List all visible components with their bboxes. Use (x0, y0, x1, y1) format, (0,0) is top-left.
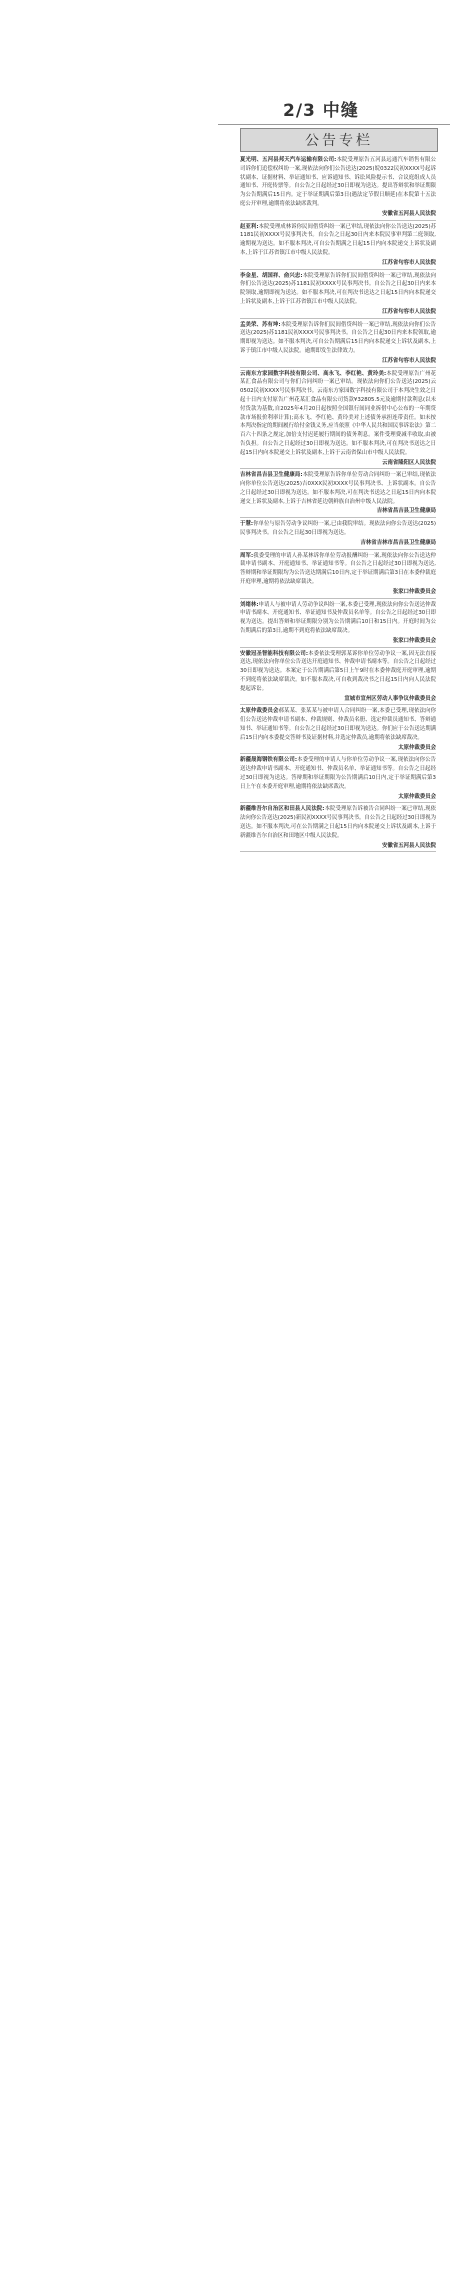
notice-divider (240, 802, 436, 803)
notice-signer: 太原仲裁委员会 (398, 793, 436, 800)
notice-text (240, 321, 436, 356)
notice-signer: 吉林省吉林市昌吉县卫生健康局 (360, 539, 436, 546)
notice-item (240, 805, 436, 852)
notice-text (240, 223, 436, 258)
notice-item (240, 601, 436, 648)
notice-body: 郝某某、张某某与被申请人合同纠纷一案,本委已受理,现依法向你们公告送达仲裁申请书副本、仲裁规则、仲裁员名册、选定仲裁员通知书、答辩通知书、举证通知书等。自公告之日起经过30日即视为送达。你们应于公告送达期满后15日内向本委提交答辩书及证据材料,并选定仲裁员,逾期将依法缺席裁决。 (240, 708, 436, 741)
column-banner: 公告专栏 (240, 128, 438, 152)
notice-divider (240, 851, 436, 852)
notice-addressee: 于慧: (240, 521, 254, 528)
notice-item (240, 370, 436, 470)
notice-signer: 吉林省昌吉县卫生健康局 (376, 508, 436, 515)
notice-addressee: 云南东方家园数字科技有限公司、高永飞、李红艳、黄玲美: (240, 370, 387, 377)
notice-item (240, 223, 436, 270)
notice-text (240, 707, 436, 742)
notice-signer: 宣城市宣州区劳动人事争议仲裁委员会 (344, 695, 436, 702)
notice-text (240, 471, 436, 506)
notice-text (240, 601, 436, 636)
notice-divider (240, 269, 436, 270)
notice-text (240, 156, 436, 209)
notice-divider (240, 318, 436, 319)
notice-addressee: 刘绪林: (240, 601, 259, 608)
notice-body: 本院受理原告广州花某汇食品有限公司与你们合同纠纷一案已审结。现依法向你们公告送达(2025)云0502民初XXXX号民事判决书。云南东方家园数字科技有限公司于本判决生效之日起十日内支付原告广州花某汇食品有限公司货款¥32805.5元及逾期付款利息(以未付货款为基数,自2025年4月20日起按照全国银行间同业拆借中心公布的一年期贷款市场报价利率计算);高永飞、李红艳、黄玲美对上述债务承担连带责任。如未按本判决指定的期间履行给付金钱义务,应当依照《中华人民共和国民事诉讼法》第二百六十四条之规定,加倍支付迟延履行期间的债务利息。案件受理费减半收取,由被告负担。自公告之日起经过30日即视为送达。如不服本判决,可在判决书送达之日起15日内向本院递交上诉状及副本,上诉于云南省保山市中级人民法院。 (240, 370, 436, 456)
notice-signer: 太原仲裁委员会 (398, 744, 436, 751)
notice-item (240, 756, 436, 803)
notice-divider (240, 220, 436, 221)
notice-signer: 安徽省五河县人民法院 (382, 210, 436, 217)
notice-divider (240, 647, 436, 648)
notice-divider (240, 468, 436, 469)
notice-signer: 张家口仲裁委员会 (392, 637, 436, 644)
notice-body: 你单位与原告劳动争议纠纷一案,已由我院审结。现依法向你公告送达(2025)民事判决书。自公告之日起30日即视为送达。 (240, 521, 437, 537)
notice-divider (240, 704, 436, 705)
notice-column (218, 128, 450, 2288)
notice-addressee: 周军: (240, 552, 254, 559)
notice-signer: 江苏省句容市人民法院 (382, 308, 436, 315)
notice-addressee: 夏光明、五河县邦天汽车运输有限公司: (240, 157, 337, 163)
notice-body: 本院受理原告诉你们民间借贷纠纷一案已审结,现依法向你们公告送达(2025)苏1181民初XXXX号民事判决书。自公告之日起30日内来本院领取,逾期即视为送达。如不服本判决,可自公告期满后15日内向本院递交上诉状及副本,上诉于镇江市中级人民法院。逾期即发生法律效力。 (240, 321, 436, 354)
notice-signer: 江苏省句容市人民法院 (382, 259, 436, 266)
notice-item (240, 471, 436, 518)
notice-body: 本院受理原告诉你单位劳动合同纠纷一案已审结,现依法向你单位公告送达(2025)吉0XXX民初XXXX号民事判决书、上诉状副本。自公告之日起经过30日即视为送达。如不服本判决,可在判决书送达之日起15日内向本院递交上诉状及副本,上诉于吉林省延边朝鲜族自治州中级人民法院。 (240, 472, 437, 505)
page-title: 2/3 中缝 (283, 101, 359, 121)
notice-body: 本委受理的申请人与你单位劳动争议一案,现依法向你公告送达仲裁申请书副本、开庭通知书、仲裁员名单、举证通知书等。自公告之日起经过30日即视为送达。答辩期和举证期限为公告期满后10日内,定于举证期满后第3日上午在本委开庭审理,逾期将依法缺席裁决。 (240, 757, 437, 790)
notice-item (240, 707, 436, 754)
notice-body: 本院受理原告五河县远通汽车销售有限公司诉你们追偿权纠纷一案,现依法向你们公告送达(2025)皖0322民初XXXX号起诉状副本、证据材料、举证通知书、应诉通知书、诉讼风险提示书、合议庭组成人员通知书、开庭传票等。自公告之日起经过30日即视为送达。提出答辩状和举证期限为公告期满后15日内。定于举证期满后第3日(遇法定节假日顺延)在本院第十五法庭公开审理,逾期将依法缺席裁判。 (240, 157, 436, 207)
notice-body: 我委受理的申请人孙某林诉你单位劳动报酬纠纷一案,现依法向你公告送达仲裁申请书副本、开庭通知书、举证通知书等。自公告之日起经过30日即视为送达,答辩期和举证期限均为公告送达期满后10日内,定于举证期满后第3日在本委仲裁庭开庭审理,逾期将依法缺席裁决。 (240, 552, 437, 586)
notice-text (240, 272, 436, 307)
notice-item (240, 650, 436, 706)
notice-divider (240, 753, 436, 754)
notice-signer: 张家口仲裁委员会 (392, 588, 436, 595)
notice-item (240, 321, 436, 368)
notice-addressee: 安徽冠圣智能科技有限公司: (240, 650, 308, 657)
notice-body: 本院受理原告诉被告合同纠纷一案已审结,现依法向你公告送达(2025)新民初XXXX号民事判决书。自公告之日起经过30日即视为送达。如不服本判决,可在公告期满之日起15日内向本院递交上诉状及副本,上诉于新疆维吾尔自治区和田地区中级人民法院。 (240, 806, 437, 839)
notice-text (240, 756, 436, 791)
notice-divider (240, 517, 436, 518)
notice-item (240, 156, 436, 221)
notice-item (240, 520, 436, 549)
notice-body: 本委依法受理郭某诉你单位劳动争议一案,因无法直接送达,现依法向你单位公告送达开庭通知书、仲裁申请书副本等。自公告之日起经过30日即视为送达。本案定于公告期满后第5日上午9时在本委仲裁庭开庭审理,逾期不到庭将依法缺席裁决。如不服本裁决,可自收到裁决书之日起15日内向人民法院提起诉讼。 (240, 650, 437, 692)
notice-feed (240, 156, 436, 852)
notice-signer: 安徽省五河县人民法院 (382, 842, 436, 849)
notice-body: 本院受理成林诉你民间借贷纠纷一案已审结,现依法向你公告送达(2025)苏1181民初XXXX号民事判决书。自公告之日起30日内来本院民事审判第二庭领取,逾期视为送达。如不服本判决,可自公告期满之日起15日内向本院递交上诉状及副本,上诉于江苏省镇江市中级人民法院。 (240, 223, 437, 256)
page-header (0, 0, 450, 126)
notice-signer: 云南省隆阳区人民法院 (382, 459, 436, 466)
header-rule (218, 124, 450, 125)
notice-addressee: 孟美荣、苏有坤: (240, 321, 281, 328)
notice-body: 本院受理原告诉你们民间借贷纠纷一案已审结,现依法向你们公告送达(2025)苏1181民初XXXX号民事判决书。自公告之日起30日内来本院领取,逾期即视为送达。如不服本判决,可在判决书送达之日起15日内向本院递交上诉状及副本,上诉于江苏省镇江市中级人民法院。 (240, 272, 437, 305)
notice-addressee: 李金星、胡国祥、俞兴忠: (240, 272, 303, 279)
notice-addressee: 赵亚利: (240, 223, 259, 230)
notice-divider (240, 367, 436, 368)
notice-item (240, 552, 436, 599)
notice-addressee: 太原仲裁委员会 (240, 708, 279, 715)
notice-addressee: 新疆晟海钢铁有限公司: (240, 757, 298, 764)
notice-addressee: 吉林省昌吉县卫生健康局: (240, 472, 303, 479)
notice-text (240, 650, 436, 694)
notice-text (240, 520, 436, 538)
notice-text (240, 805, 436, 840)
notice-text (240, 370, 436, 458)
notice-divider (240, 598, 436, 599)
notice-addressee: 新疆维吾尔自治区和田县人民法院: (240, 806, 325, 813)
notice-divider (240, 549, 436, 550)
notice-body: 申请人与被申请人劳动争议纠纷一案,本委已受理,现依法向你公告送达仲裁申请书副本、开庭通知书、举证通知书及仲裁员名单等。自公告之日起经过30日即视为送达。提出答辩和举证期限分别为公告期满后10日和15日内。开庭时间为公告期满后的第3日,逾期不到庭将依法缺席裁决。 (240, 601, 436, 635)
notice-text (240, 552, 436, 587)
notice-item (240, 272, 436, 319)
notice-signer: 江苏省句容市人民法院 (382, 357, 436, 364)
